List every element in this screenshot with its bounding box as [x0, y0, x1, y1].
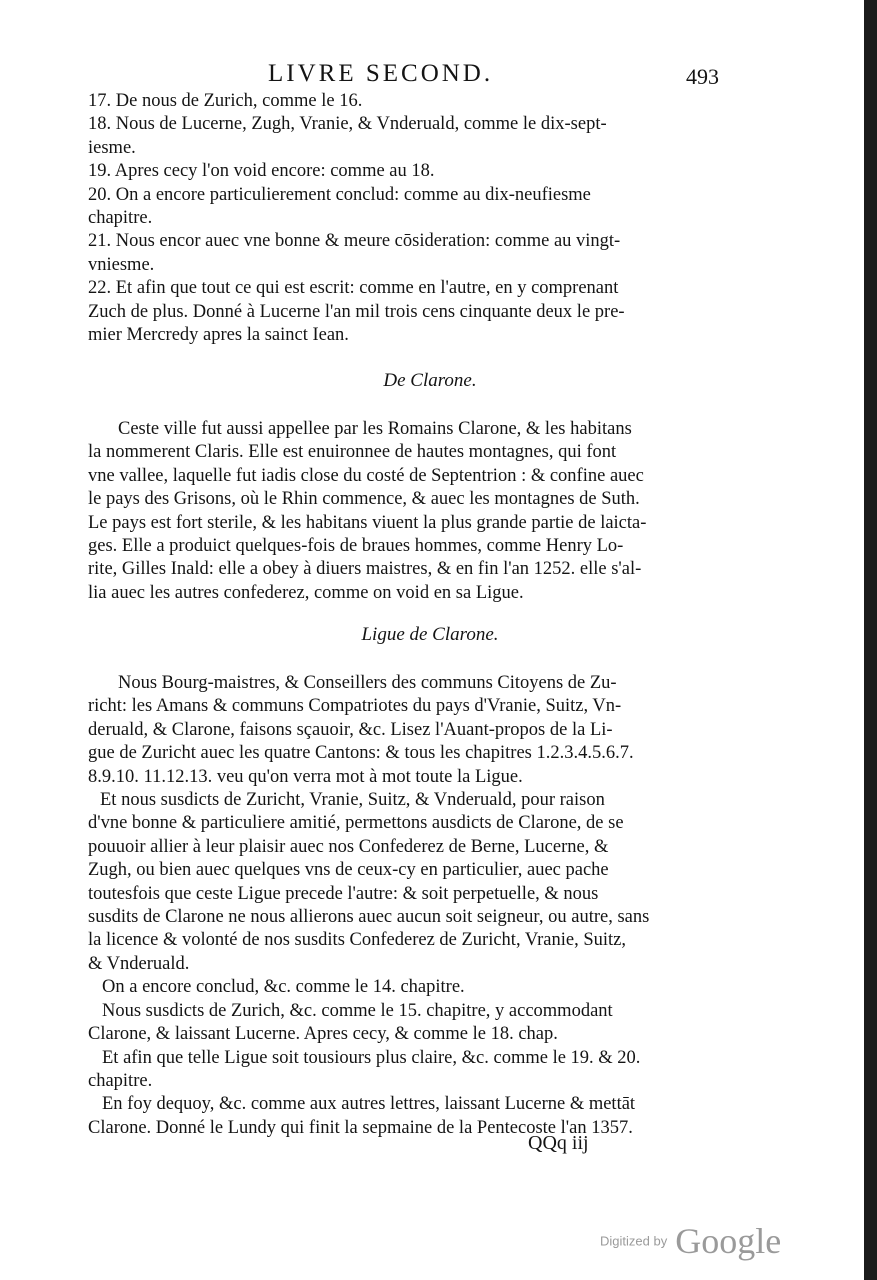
list-item-19: 19. Apres cecy l'on void encore: comme au 18.	[88, 161, 435, 182]
paragraph-line: On a encore conclud, &c. comme le 14. chapitre.	[102, 977, 465, 998]
paragraph-line: gue de Zuricht auec les quatre Cantons: & tous les chapitres 1.2.3.4.5.6.7.	[88, 743, 634, 764]
paragraph-line: la licence & volonté de nos susdits Confederez de Zuricht, Vranie, Suitz,	[88, 930, 626, 951]
paragraph-line: En foy dequoy, &c. comme aux autres lettres, laissant Lucerne & mettāt	[102, 1094, 636, 1115]
paragraph-line: d'vne bonne & particuliere amitié, permettons ausdicts de Clarone, de se	[88, 813, 624, 834]
paragraph-line: Ceste ville fut aussi appellee par les Romains Clarone, & les habitans	[118, 419, 632, 439]
paragraph-line: vne vallee, laquelle fut iadis close du costé de Septentrion : & confine auec	[88, 465, 644, 486]
digitized-watermark	[600, 1220, 781, 1262]
list-item-22: 22. Et afin que tout ce qui est escrit: comme en l'autre, en y comprenant	[88, 278, 619, 299]
list-item-22-cont: Zuch de plus. Donné à Lucerne l'an mil trois cens cinquante deux le pre-	[88, 301, 625, 322]
chapter-list	[88, 90, 716, 347]
paragraph-line: Nous susdicts de Zurich, &c. comme le 15. chapitre, y accommodant	[102, 1000, 613, 1021]
paragraph-line: toutesfois que ceste Ligue precede l'autre: & soit perpetuelle, & nous	[88, 883, 599, 904]
paragraph-line: Clarone. Donné le Lundy qui finit la sepmaine de la Pentecoste l'an 1357.	[88, 1117, 633, 1138]
paragraph-line: lia auec les autres confederez, comme on void en sa Ligue.	[88, 582, 524, 603]
watermark-prefix: Digitized by	[600, 1233, 668, 1249]
paragraph-line: le pays des Grisons, où le Rhin commence, & auec les montagnes de Suth.	[88, 489, 640, 510]
paragraph-line: Clarone, & laissant Lucerne. Apres cecy, & comme le 18. chap.	[88, 1024, 558, 1045]
section-heading-ligue: Ligue de Clarone.	[361, 624, 499, 645]
list-item-21: 21. Nous encor auec vne bonne & meure cōsideration: comme au vingt-	[88, 231, 621, 252]
clarone-description	[88, 418, 716, 605]
paragraph-line: Zugh, ou bien auec quelques vns de ceux-cy en particulier, auec pache	[88, 860, 609, 881]
list-item-20: 20. On a encore particulierement conclud: comme au dix-neufiesme	[88, 184, 591, 205]
paragraph-line: Et nous susdicts de Zuricht, Vranie, Suitz, & Vnderuald, pour raison	[100, 790, 605, 811]
ligue-text	[88, 672, 716, 1140]
list-item-18: 18. Nous de Lucerne, Zugh, Vranie, & Vnderuald, comme le dix-sept-	[88, 114, 607, 135]
paragraph-line: ges. Elle a produict quelques-fois de braues hommes, comme Henry Lo-	[88, 536, 624, 557]
list-item-17: 17. De nous de Zurich, comme le 16.	[88, 91, 363, 111]
paragraph-line: richt: les Amans & communs Compatriotes du pays d'Vranie, Suitz, Vn-	[88, 696, 622, 717]
page-number: 493	[686, 64, 719, 89]
paragraph-line: la nommerent Claris. Elle est enuironnee de hautes montagnes, qui font	[88, 442, 617, 463]
list-item-21-cont: vniesme.	[88, 254, 155, 275]
paragraph-line: 8.9.10. 11.12.13. veu qu'on verra mot à mot toute la Ligue.	[88, 766, 523, 787]
running-head: LIVRE SECOND.	[268, 60, 494, 87]
list-item-18-cont: iesme.	[88, 137, 136, 158]
paragraph-line: pouuoir allier à leur plaisir auec nos Confederez de Berne, Lucerne, &	[88, 836, 609, 857]
paragraph-line: rite, Gilles Inald: elle a obey à diuers maistres, & en fin l'an 1252. elle s'al-	[88, 559, 642, 580]
google-logo: Google	[675, 1221, 782, 1261]
paragraph-line: susdits de Clarone ne nous allierons auec aucun soit seigneur, ou autre, sans	[88, 907, 650, 928]
paragraph-line: chapitre.	[88, 1070, 153, 1091]
paragraph-line: & Vnderuald.	[88, 953, 190, 974]
section-heading-clarone: De Clarone.	[383, 370, 477, 391]
scan-edge	[864, 0, 877, 1280]
list-item-20-cont: chapitre.	[88, 208, 153, 229]
paragraph-line: Nous Bourg-maistres, & Conseillers des communs Citoyens de Zu-	[118, 673, 617, 693]
signature-mark: QQq iij	[528, 1132, 589, 1154]
paragraph-line: Le pays est fort sterile, & les habitans viuent la plus grande partie de laicta-	[88, 512, 647, 533]
list-item-22-end: mier Mercredy apres la sainct Iean.	[88, 325, 349, 346]
paragraph-line: deruald, & Clarone, faisons sçauoir, &c. Lisez l'Auant-propos de la Li-	[88, 719, 613, 740]
paragraph-line: Et afin que telle Ligue soit tousiours plus claire, &c. comme le 19. & 20.	[102, 1047, 641, 1068]
page-header	[0, 58, 860, 94]
